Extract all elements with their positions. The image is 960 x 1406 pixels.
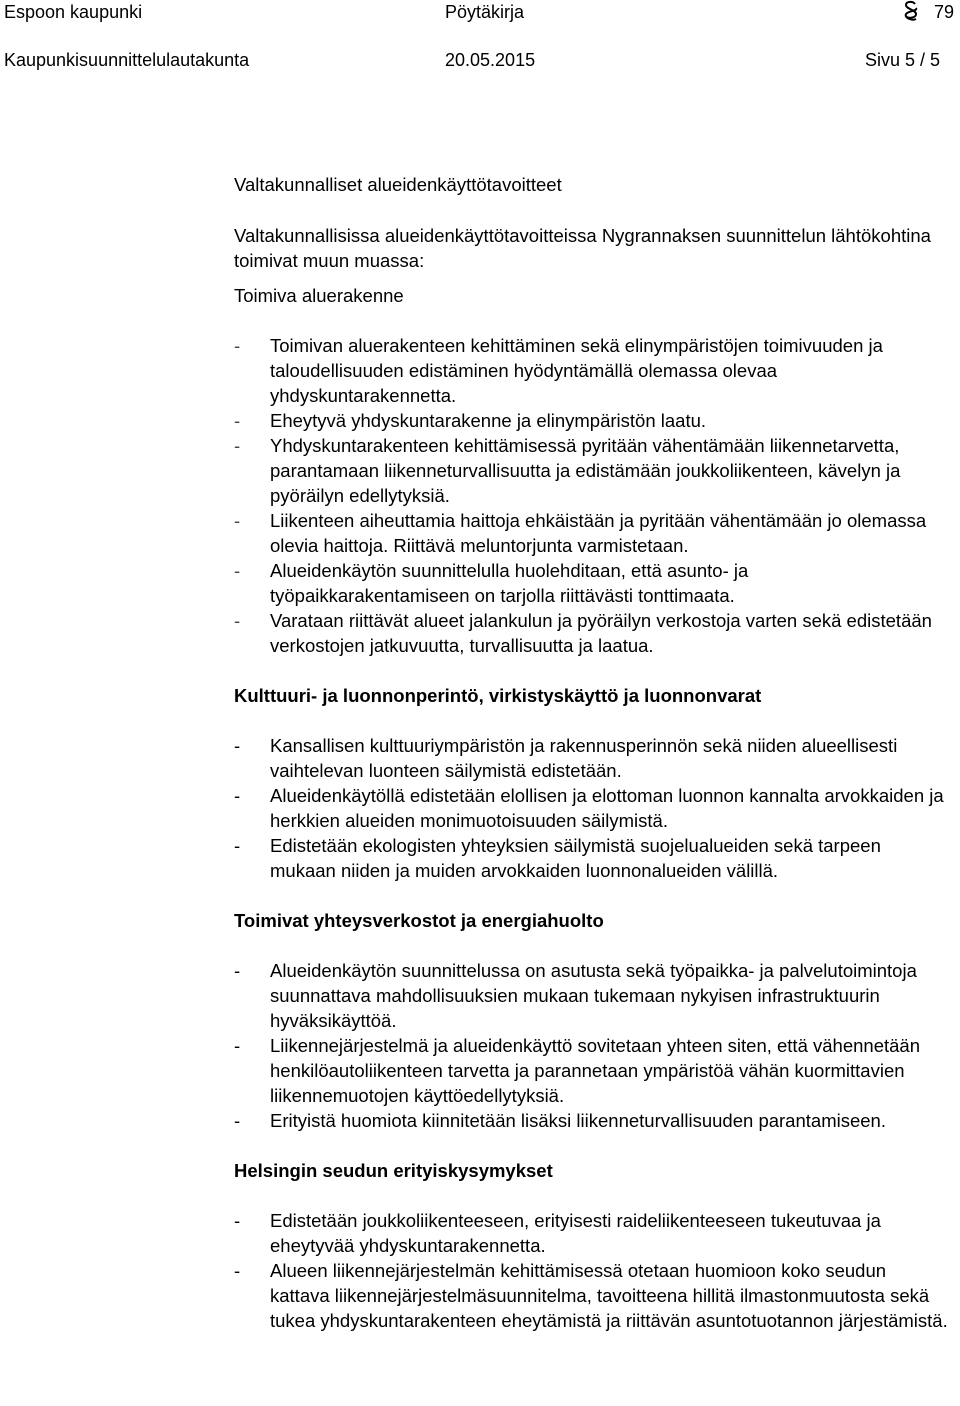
section-heading: Toimiva aluerakenne: [234, 285, 404, 306]
page-title: Valtakunnalliset alueidenkäyttötavoitteet: [234, 174, 562, 195]
list-item: - Yhdyskuntarakenteen kehittämisessä pyritään vähentämään liikennetarvetta, parantamaan liikenneturvallisuutta ja edistämään joukkoliikenteen, kävelyn ja pyöräilyn edellytyksiä.: [234, 433, 950, 508]
document-body: [234, 172, 950, 1333]
committee-name: Kaupunkisuunnittelulautakunta: [4, 50, 250, 70]
section-number: [900, 0, 956, 24]
list-item: - Alueidenkäytöllä edistetään elollisen ja elottoman luonnon kannalta arvokkaiden ja herkkien alueiden monimuotoisuuden säilymistä.: [234, 783, 950, 833]
list-item: - Varataan riittävät alueet jalankulun ja pyöräilyn verkostoja varten sekä edistetään verkostojen jatkuvuutta, turvallisuutta ja laatua.: [234, 608, 950, 658]
bullet-list: [234, 333, 950, 658]
document-type: Pöytäkirja: [445, 2, 525, 22]
list-item: - Liikenteen aiheuttamia haittoja ehkäistään ja pyritään vähentämään jo olemassa olevia haittoja. Riittävä meluntorjunta varmistetaan.: [234, 508, 950, 558]
page-number: Sivu 5 / 5: [865, 50, 941, 70]
bullet-list: [234, 1208, 950, 1333]
intro-paragraph: Valtakunnallisissa alueidenkäyttötavoitteissa Nygrannaksen suunnittelun lähtökohtina toimivat muun muassa:: [234, 225, 931, 271]
bullet-list: [234, 733, 950, 883]
city-name: Espoon kaupunki: [4, 2, 143, 22]
list-item: - Liikennejärjestelmä ja alueidenkäyttö sovitetaan yhteen siten, että vähennetään henkilöautoliikenteen tarvetta ja parannetaan ympäristöä vähän kuormittavien liikennemuotojen käyttöedellytyksiä.: [234, 1033, 950, 1108]
list-item: - Alueidenkäytön suunnittelussa on asutusta sekä työpaikka- ja palvelutoimintoja suunnattava mahdollisuuksien mukaan tukemaan nykyisen infrastruktuurin hyväksikäyttöä.: [234, 958, 950, 1033]
bullet-list: [234, 958, 950, 1133]
section-number-value: 79: [934, 2, 955, 22]
section-sign-icon: [900, 0, 922, 24]
list-item: - Toimivan aluerakenteen kehittäminen sekä elinympäristöjen toimivuuden ja taloudellisuuden edistäminen hyödyntämällä olemassa olevaa yhdyskuntarakennetta.: [234, 333, 950, 408]
list-item: - Edistetään ekologisten yhteyksien säilymistä suojelualueiden sekä tarpeen mukaan niiden ja muiden arvokkaiden luonnonalueiden välillä.: [234, 833, 950, 883]
section-heading: Toimivat yhteysverkostot ja energiahuolto: [234, 910, 604, 931]
list-item: - Edistetään joukkoliikenteeseen, erityisesti raideliikenteeseen tukeutuvaa ja eheytyvää yhdyskuntarakennetta.: [234, 1208, 950, 1258]
meeting-date: 20.05.2015: [445, 50, 536, 70]
list-item: - Kansallisen kulttuuriympäristön ja rakennusperinnön sekä niiden alueellisesti vaihtelevan luonteen säilymistä edistetään.: [234, 733, 950, 783]
list-item: - Alueen liikennejärjestelmän kehittämisessä otetaan huomioon koko seudun kattava liikennejärjestelmäsuunnitelma, tavoitteena hillitä ilmastonmuutosta sekä tukea yhdyskuntarakenteen eheytämistä ja riittävän asuntotuotannon järjestämistä.: [234, 1258, 950, 1333]
list-item: - Eheytyvä yhdyskuntarakenne ja elinympäristön laatu.: [234, 408, 950, 433]
section-heading: Helsingin seudun erityiskysymykset: [234, 1160, 553, 1181]
list-item: - Erityistä huomiota kiinnitetään lisäksi liikenneturvallisuuden parantamiseen.: [234, 1108, 950, 1133]
list-item: - Alueidenkäytön suunnittelulla huolehditaan, että asunto- ja työpaikkarakentamiseen on tarjolla riittävästi tonttimaata.: [234, 558, 950, 608]
section-heading: Kulttuuri- ja luonnonperintö, virkistyskäyttö ja luonnonvarat: [234, 685, 762, 706]
